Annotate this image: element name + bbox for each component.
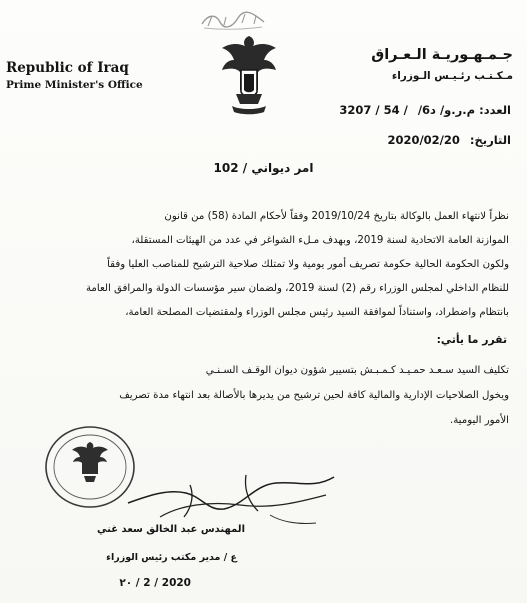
header-country-en: Republic of Iraq [6,60,129,76]
reference-number-label: العدد: م.ر.و/ د6/ [417,103,511,117]
iraq-eagle-emblem [218,34,280,118]
order-body [20,205,509,325]
reference-date-value: 2020/02/20 [387,133,460,147]
decree-body [18,358,509,433]
body-line: ولكون الحكومة الحالية حكومة تصريف أمور يومية ولا تمتلك صلاحية الترشيح للمناصب العليا وفقاً [107,259,509,270]
signer-title: ع / مدير مكتب رئيس الوزراء [106,552,237,563]
header-office-en: Prime Minister's Office [6,79,143,91]
order-title: امر ديواني / 102 [213,161,314,175]
basmala-calligraphy [198,8,268,32]
body-line: للنظام الداخلي لمجلس الوزراء رقم (2) لسنة 2019، ولضمان سير مؤسسات الدولة والمرافق العامة [85,283,509,294]
header-country-ar: جـمـهـوريـة الـعـراق [371,47,513,63]
signature-date: 2020 / 2 / ٢٠ [119,577,191,589]
reference-number [339,103,511,117]
header-office-ar: مـكـتـب رئـيـس الـوزراء [391,70,513,82]
reference-date [387,133,511,147]
signer-name: المهندس عبد الخالق سعد غني [97,524,245,535]
reference-number-value: 3207 / 54 / [339,103,408,117]
body-line: بانتظام واضطراد، واستناداً لموافقة السيد رئيس مجلس الوزراء ولمقتضيات المصلحة العامة، [125,307,509,318]
decree-line: الأمور اليومية. [449,415,509,426]
reference-date-label: التاريخ: [469,133,511,147]
decree-line: ويخول الصلاحيات الإدارية والمالية كافة لحين ترشيح من يديرها بالأصالة بعد انتهاء مدة تصريف [119,390,509,401]
body-line: الموازنة العامة الاتحادية لسنة 2019، وبهدف مـلء الشواغر في عدد من الهيئات المستقلة، [131,235,509,246]
body-line: نظراً لانتهاء العمل بالوكالة بتاريخ 2019/10/24 وفقاً لأحكام المادة (58) من قانون [164,211,509,222]
handwritten-signature [120,455,340,550]
decree-line: تكليف السيد سـعـد حمـيـد كـمـبـش بتسيير شؤون ديوان الوقـف السـنـي [205,365,509,376]
decree-heading: تقرر ما يأتي: [436,333,507,346]
